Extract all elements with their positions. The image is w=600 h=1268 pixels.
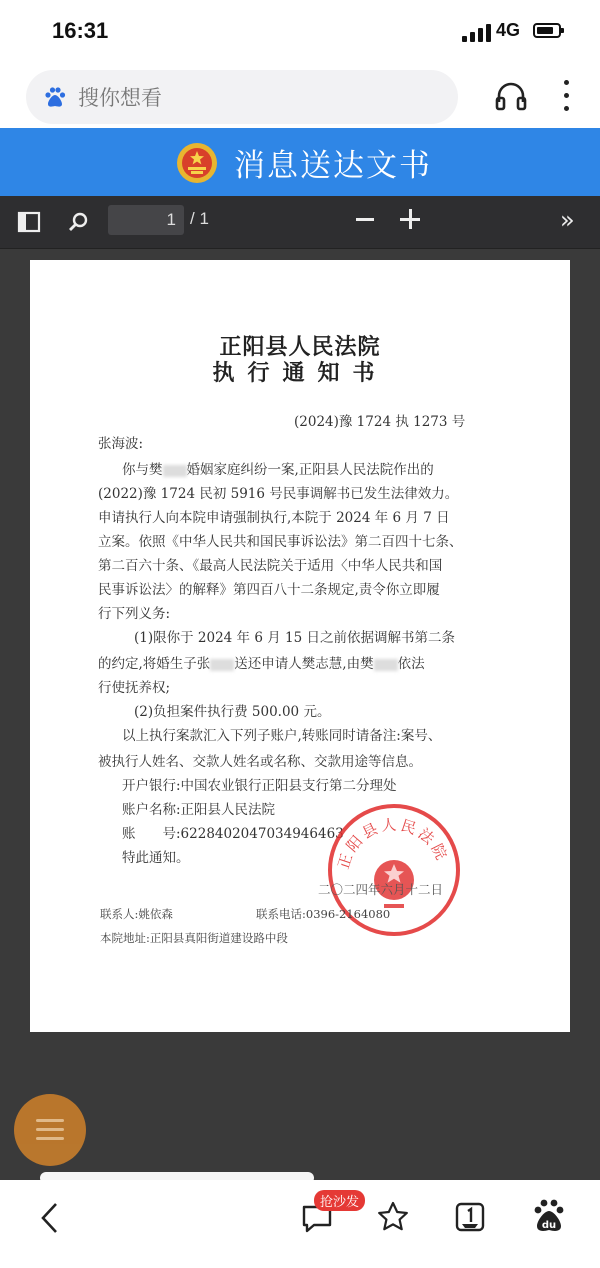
search-box[interactable] [26, 70, 458, 124]
body-line: 申请执行人向本院申请强制执行,本院于 2024 年 6 月 7 日 [98, 510, 450, 526]
body-line: (2022)豫 1724 民初 5916 号民事调解书已发生法律效力。 [98, 486, 459, 502]
menu-icon [36, 1119, 64, 1122]
body-line: 以上执行案款汇入下列子账户,转账同时请备注:案号、 [122, 728, 442, 744]
case-number: (2024)豫 1724 执 1273 号 [294, 414, 466, 430]
baidu-paw-icon [44, 86, 66, 108]
redacted-name [163, 465, 187, 477]
banner-title: 消息送达文书 [234, 148, 432, 184]
body-line: 行下列义务: [98, 606, 171, 622]
body-line: 民事诉讼法〉的解释》第四百八十二条规定,责令你立即履 [98, 582, 440, 598]
zoom-in-icon[interactable] [400, 209, 420, 229]
body-line: (1)限你于 2024 年 6 月 15 日之前依据调解书第二条 [134, 630, 455, 646]
battery-icon [533, 23, 561, 38]
page-total: / 1 [190, 209, 209, 228]
contact-phone: 联系电话:0396-2164080 [256, 907, 391, 921]
court-name: 正阳县人民法院 [219, 334, 381, 360]
pdf-toolbar [0, 196, 600, 249]
addressee: 张海波: [98, 436, 144, 452]
account-number: 账 号:6228402047034946463 [122, 826, 344, 842]
document-date: 二〇二四年六月十二日 [318, 882, 444, 897]
court-emblem-icon [176, 142, 218, 184]
court-address: 本院地址:正阳县真阳街道建设路中段 [100, 931, 288, 945]
headphone-icon[interactable] [494, 80, 528, 112]
tabs-icon[interactable] [454, 1200, 486, 1234]
zoom-out-icon[interactable] [356, 218, 374, 221]
clock: 16:31 [52, 18, 109, 43]
body-line: 你与樊 婚姻家庭纠纷一案,正阳县人民法院作出的 [122, 462, 434, 478]
search-input[interactable] [76, 80, 440, 116]
find-icon[interactable] [66, 206, 92, 238]
browser-bar [0, 64, 600, 128]
bank-name: 开户银行:中国农业银行正阳县支行第二分理处 [122, 778, 397, 794]
comment-badge: 抢沙发 [314, 1190, 365, 1211]
body-line: 第二百六十条、《最高人民法院关于适用〈中华人民共和国 [98, 558, 443, 574]
network-type: 4G [496, 20, 521, 40]
more-menu-icon[interactable] [558, 78, 574, 114]
document-title: 执行通知书 [212, 360, 388, 386]
redacted-name [210, 659, 234, 671]
document-page [30, 260, 570, 1032]
bottom-nav [0, 1180, 600, 1268]
body-line: 行使抚养权; [98, 680, 171, 696]
body-line: (2)负担案件执行费 500.00 元。 [134, 704, 331, 720]
baidu-home-icon[interactable] [532, 1198, 566, 1236]
body-line: 被执行人姓名、交款人姓名或名称、交款用途等信息。 [98, 754, 422, 770]
floating-menu-button[interactable] [14, 1094, 86, 1166]
body-line: 立案。依照《中华人民共和国民事诉讼法》第二百四十七条、 [98, 534, 463, 550]
closing-line: 特此通知。 [122, 850, 190, 866]
sidebar-toggle-icon[interactable] [16, 206, 42, 238]
svg-text:正阳县人民法院: 正阳县人民法院 [334, 815, 452, 872]
page-banner [0, 128, 600, 196]
body-line: 的约定,将婚生子张 送还申请人樊志慧,由樊 依法 [98, 656, 425, 672]
more-tools-icon[interactable]: » [560, 206, 575, 234]
contact-person: 联系人:姚依森 [100, 907, 173, 921]
account-name: 账户名称:正阳县人民法院 [122, 802, 276, 818]
status-bar [0, 0, 600, 64]
back-icon[interactable] [38, 1200, 62, 1236]
redacted-name [374, 659, 398, 671]
signal-icon [462, 24, 492, 42]
svg-text:du: du [541, 1220, 557, 1231]
page-number-input[interactable] [108, 205, 184, 235]
favorite-star-icon[interactable] [376, 1200, 410, 1234]
